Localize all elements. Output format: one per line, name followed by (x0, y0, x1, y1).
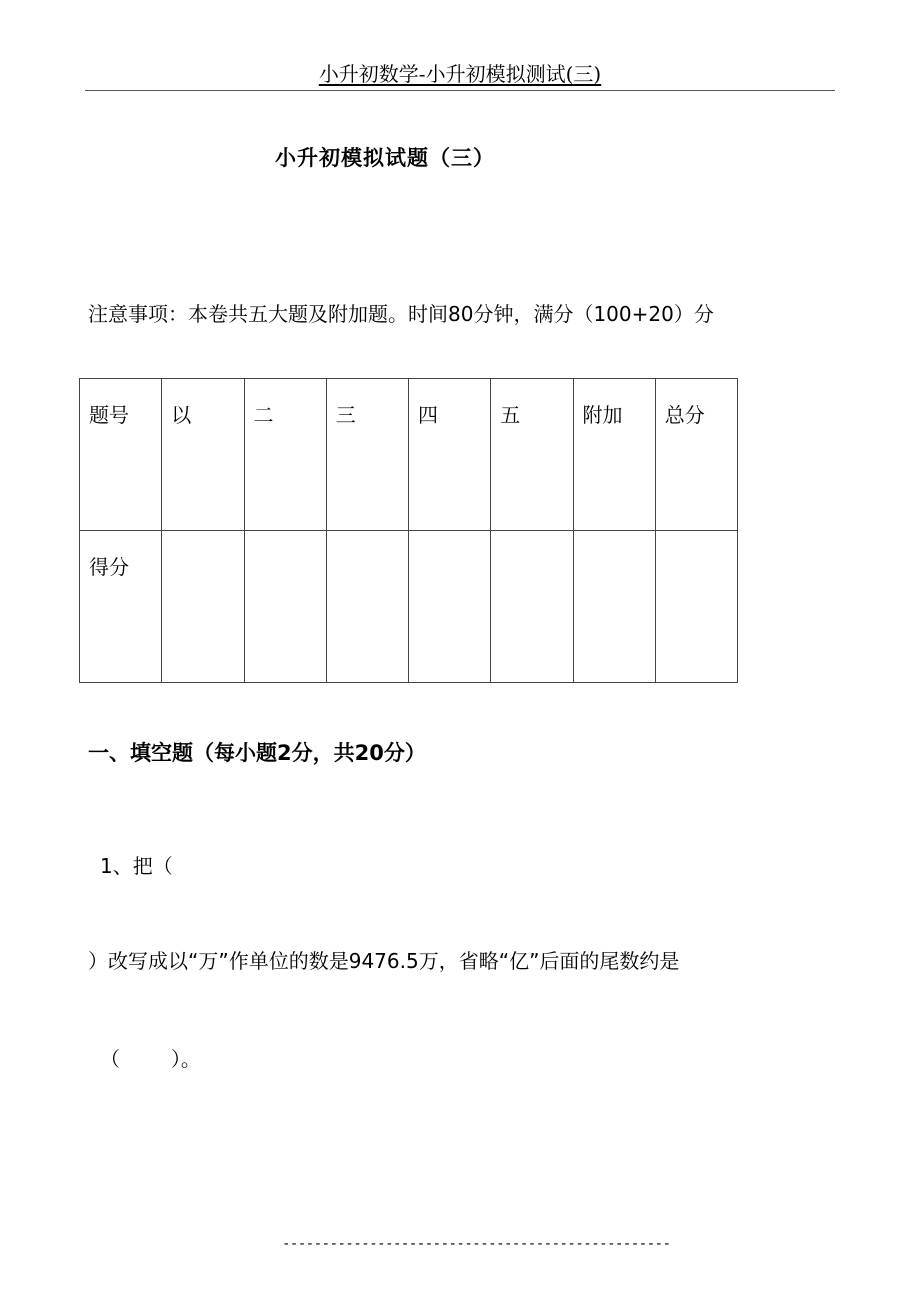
score-table (79, 378, 738, 683)
score-cell[interactable] (573, 531, 655, 683)
score-cell[interactable] (326, 531, 408, 683)
score-table-header-cell: 附加 (573, 379, 655, 531)
score-cell[interactable] (244, 531, 326, 683)
score-cell[interactable] (162, 531, 244, 683)
score-row-label: 得分 (80, 531, 162, 683)
score-table-header-cell: 四 (409, 379, 491, 531)
score-table-header-cell: 五 (491, 379, 573, 531)
question-1-line-2: ）改写成以“万”作单位的数是9476.5万，省略“亿”后面的尾数约是 (88, 949, 680, 973)
score-table-header-cell: 以 (162, 379, 244, 531)
score-table-header-cell: 三 (326, 379, 408, 531)
footer-dashed-line: ------------------------------------------------- (282, 1236, 671, 1252)
question-1-line-3: （ ）。 (100, 1047, 201, 1071)
notice-text: 注意事项：本卷共五大题及附加题。时间80分钟，满分（100+20）分 (88, 302, 714, 326)
score-table-header-cell: 二 (244, 379, 326, 531)
score-table-header-row (80, 379, 738, 531)
score-table-header-cell: 题号 (80, 379, 162, 531)
score-table-score-row (80, 531, 738, 683)
score-cell[interactable] (409, 531, 491, 683)
question-1-line-1: 1、把（ (100, 854, 173, 878)
running-header: 小升初数学-小升初模拟测试(三) (318, 62, 602, 86)
header-rule (85, 90, 835, 91)
document-title: 小升初模拟试题（三） (275, 146, 495, 170)
score-cell[interactable] (491, 531, 573, 683)
score-cell[interactable] (655, 531, 737, 683)
section-title: 一、填空题（每小题2分，共20分） (88, 741, 426, 765)
score-table-header-cell: 总分 (655, 379, 737, 531)
